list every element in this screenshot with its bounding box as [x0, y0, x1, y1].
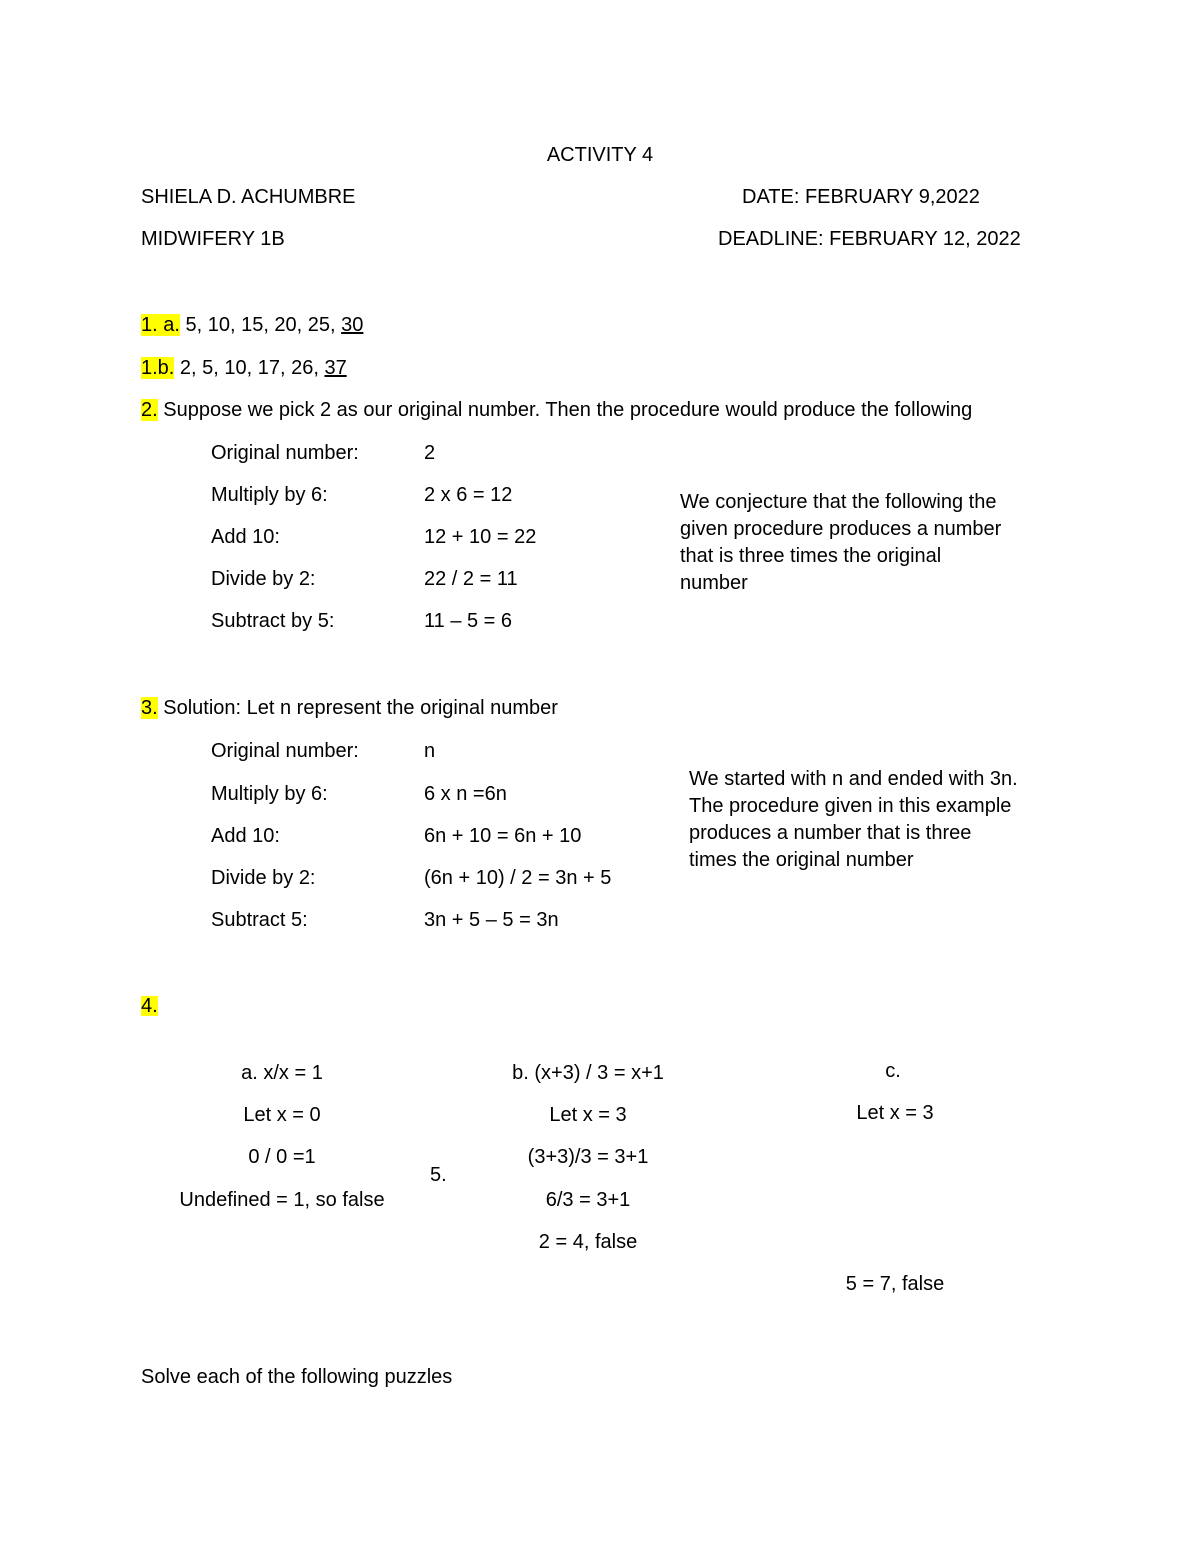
- q4a-line: 0 / 0 =1: [248, 1146, 316, 1168]
- student-name: SHIELA D. ACHUMBRE: [141, 186, 356, 208]
- q4b-line: 6/3 = 3+1: [545, 1189, 631, 1211]
- q2-label: 2.: [141, 399, 158, 421]
- q2-step-value: 2: [424, 442, 436, 464]
- q1b-label: 1.b.: [141, 357, 175, 379]
- q2-step-value: 22 / 2 = 11: [424, 568, 518, 590]
- q2-intro-line: [141, 400, 972, 420]
- q4c-let: Let x = 3: [856, 1102, 934, 1124]
- q3-step-value: (6n + 10) / 2 = 3n + 5: [424, 867, 612, 889]
- q1b-sequence: 2, 5, 10, 17, 26,: [174, 357, 325, 379]
- q3-intro: Solution: Let n represent the original number: [157, 697, 558, 719]
- q4c-title: c.: [885, 1060, 901, 1082]
- q4a-line: a. x/x = 1: [241, 1062, 323, 1084]
- q4a-line: Let x = 0: [243, 1104, 321, 1126]
- q1b-answer: 37: [324, 357, 347, 379]
- q2-step-label: Add 10:: [211, 526, 280, 548]
- q3-step-value: n: [424, 740, 436, 762]
- q4-label: 4.: [141, 995, 158, 1017]
- q3-step-value: 6 x n =6n: [424, 783, 507, 805]
- q2-intro: Suppose we pick 2 as our original number. Then the procedure would produce the following: [157, 399, 973, 421]
- q4c-result: 5 = 7, false: [845, 1273, 945, 1295]
- q3-step-label: Add 10:: [211, 825, 280, 847]
- q1a-line: [141, 315, 363, 335]
- q2-step-label: Subtract by 5:: [211, 610, 335, 632]
- page-title: ACTIVITY 4: [546, 144, 654, 166]
- q3-conclusion-note: We started with n and ended with 3n. The procedure given in this example produces a number that is three times the original number: [689, 768, 1018, 871]
- q3-intro-line: [141, 698, 558, 718]
- q1a-label: 1. a.: [141, 314, 180, 336]
- deadline-line: DEADLINE: FEBRUARY 12, 2022: [718, 228, 1021, 250]
- course-section: MIDWIFERY 1B: [141, 228, 285, 250]
- q2-step-label: Original number:: [211, 442, 359, 464]
- q3-step-label: Subtract 5:: [211, 909, 308, 931]
- q2-step-label: Multiply by 6:: [211, 484, 328, 506]
- q4b-line: (3+3)/3 = 3+1: [527, 1146, 649, 1168]
- q4a-line: Undefined = 1, so false: [179, 1189, 385, 1211]
- q3-step-value: 3n + 5 – 5 = 3n: [424, 909, 559, 931]
- q2-conjecture-note: We conjecture that the following the given procedure produces a number that is three times the original number: [680, 491, 1002, 594]
- q1a-answer: 30: [341, 314, 364, 336]
- q3-step-value: 6n + 10 = 6n + 10: [424, 825, 582, 847]
- puzzles-instruction: Solve each of the following puzzles: [141, 1366, 453, 1388]
- q2-step-value: 12 + 10 = 22: [424, 526, 537, 548]
- q1b-line: [141, 358, 347, 378]
- q2-step-value: 11 – 5 = 6: [424, 610, 513, 632]
- q2-step-value: 2 x 6 = 12: [424, 484, 513, 506]
- q4b-line: Let x = 3: [549, 1104, 627, 1126]
- q3-label: 3.: [141, 697, 158, 719]
- q5-label: 5.: [430, 1164, 447, 1186]
- q3-step-label: Original number:: [211, 740, 359, 762]
- q4b-line: 2 = 4, false: [538, 1231, 638, 1253]
- q4b-line: b. (x+3) / 3 = x+1: [512, 1062, 664, 1084]
- q3-step-label: Multiply by 6:: [211, 783, 328, 805]
- q2-step-label: Divide by 2:: [211, 568, 316, 590]
- date-line: DATE: FEBRUARY 9,2022: [742, 186, 980, 208]
- q1a-sequence: 5, 10, 15, 20, 25,: [179, 314, 342, 336]
- q3-step-label: Divide by 2:: [211, 867, 316, 889]
